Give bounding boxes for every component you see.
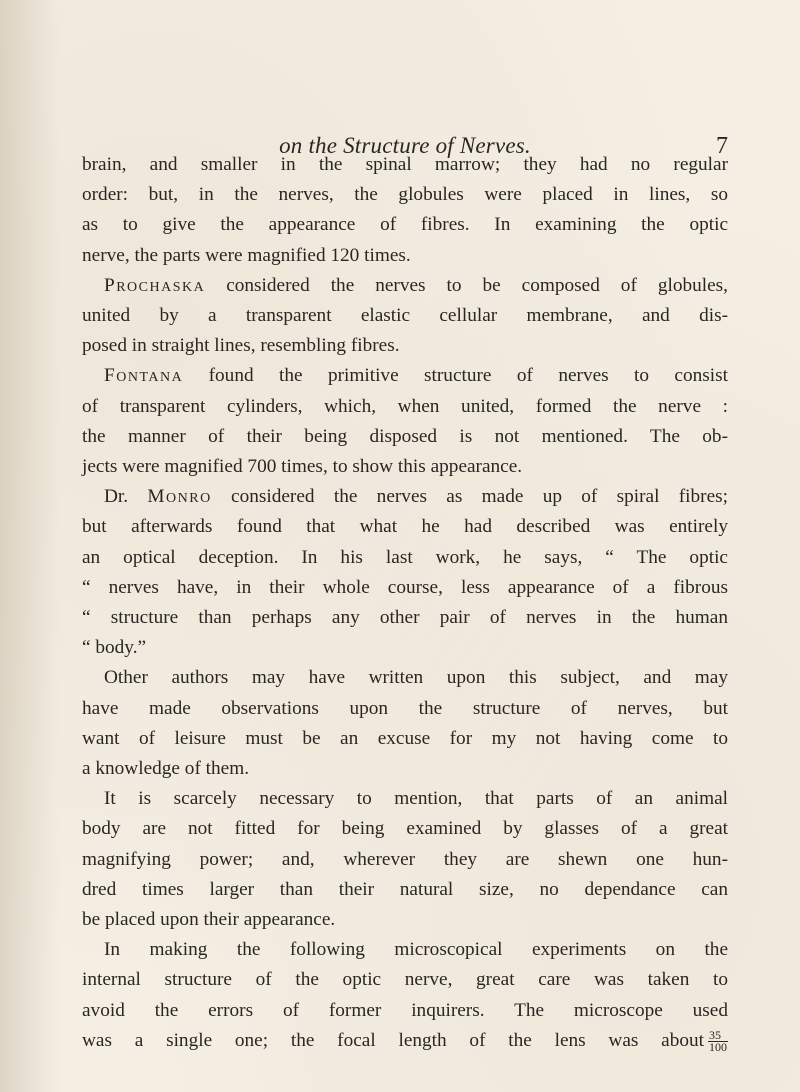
text-line: “ nerves have, in their whole course, less appearance of a fibrous — [82, 576, 728, 598]
text-line: Dr. Monro considered the nerves as made up of spiral fibres; — [104, 486, 729, 508]
text-line: Other authors may have written upon this subject, and may — [104, 667, 728, 689]
fraction-numerator: 35 — [708, 1030, 728, 1042]
author-name: Fontana — [104, 365, 184, 387]
body-text — [82, 150, 728, 1056]
text-line: have made observations upon the structure of nerves, but — [82, 697, 728, 719]
text-line: the manner of their being disposed is not mentioned. The ob- — [82, 425, 728, 447]
text-line: “ body.” — [82, 637, 147, 659]
text-line: order: but, in the nerves, the globules were placed in lines, so — [82, 184, 728, 206]
text-line: internal structure of the optic nerve, great care was taken to — [82, 969, 728, 991]
paragraph — [82, 482, 728, 663]
paragraph — [82, 663, 728, 784]
author-name: Prochaska — [104, 274, 206, 296]
text-line: an optical deception. In his last work, he says, “ The optic — [82, 546, 728, 568]
text-line: a knowledge of them. — [82, 758, 250, 780]
paragraph — [82, 784, 728, 935]
text-line: posed in straight lines, resembling fibres. — [82, 335, 400, 357]
text-line: magnifying power; and, wherever they are shewn one hun- — [82, 848, 728, 870]
text-line: as to give the appearance of fibres. In examining the optic — [82, 214, 728, 236]
text-line: brain, and smaller in the spinal marrow; they had no regular — [82, 154, 728, 175]
text-line: avoid the errors of former inquirers. The microscope used — [82, 999, 728, 1021]
fraction-denominator: 100 — [709, 1039, 727, 1054]
text-line: body are not fitted for being examined by glasses of a great — [82, 818, 728, 840]
text-line: nerve, the parts were magnified 120 times. — [82, 244, 411, 266]
text-line: but afterwards found that what he had described was entirely — [82, 516, 728, 538]
running-title: on the Structure of Nerves. — [279, 133, 531, 158]
text-line: It is scarcely necessary to mention, that parts of an animal — [104, 788, 728, 810]
paragraph — [82, 361, 728, 482]
text-line: jects were magnified 700 times, to show this appearance. — [82, 456, 523, 478]
author-name: Monro — [147, 486, 212, 508]
text-line: Prochaska considered the nerves to be composed of globules, — [104, 274, 728, 296]
paragraph — [82, 271, 728, 362]
text-line: want of leisure must be an excuse for my not having come to — [82, 727, 728, 749]
text-line: “ structure than perhaps any other pair of nerves in the human — [82, 607, 728, 629]
text-line: of transparent cylinders, which, when united, formed the nerve : — [82, 395, 728, 417]
page-number: 7 — [716, 133, 728, 159]
fraction — [708, 1027, 728, 1054]
paragraph — [82, 150, 728, 271]
text-line: was a single one; the focal length of the lens was about $\frac{35}{100}$ — [82, 1027, 727, 1054]
text-line: dred times larger than their natural size, no dependance can — [82, 878, 728, 900]
text-line: be placed upon their appearance. — [82, 909, 336, 931]
paragraph — [82, 935, 728, 1056]
text-line: Fontana found the primitive structure of nerves to consist — [104, 365, 728, 387]
text-line: In making the following microscopical experiments on the — [104, 939, 728, 961]
page-gutter-shadow — [0, 0, 60, 1092]
text-line: united by a transparent elastic cellular membrane, and dis- — [82, 305, 728, 327]
